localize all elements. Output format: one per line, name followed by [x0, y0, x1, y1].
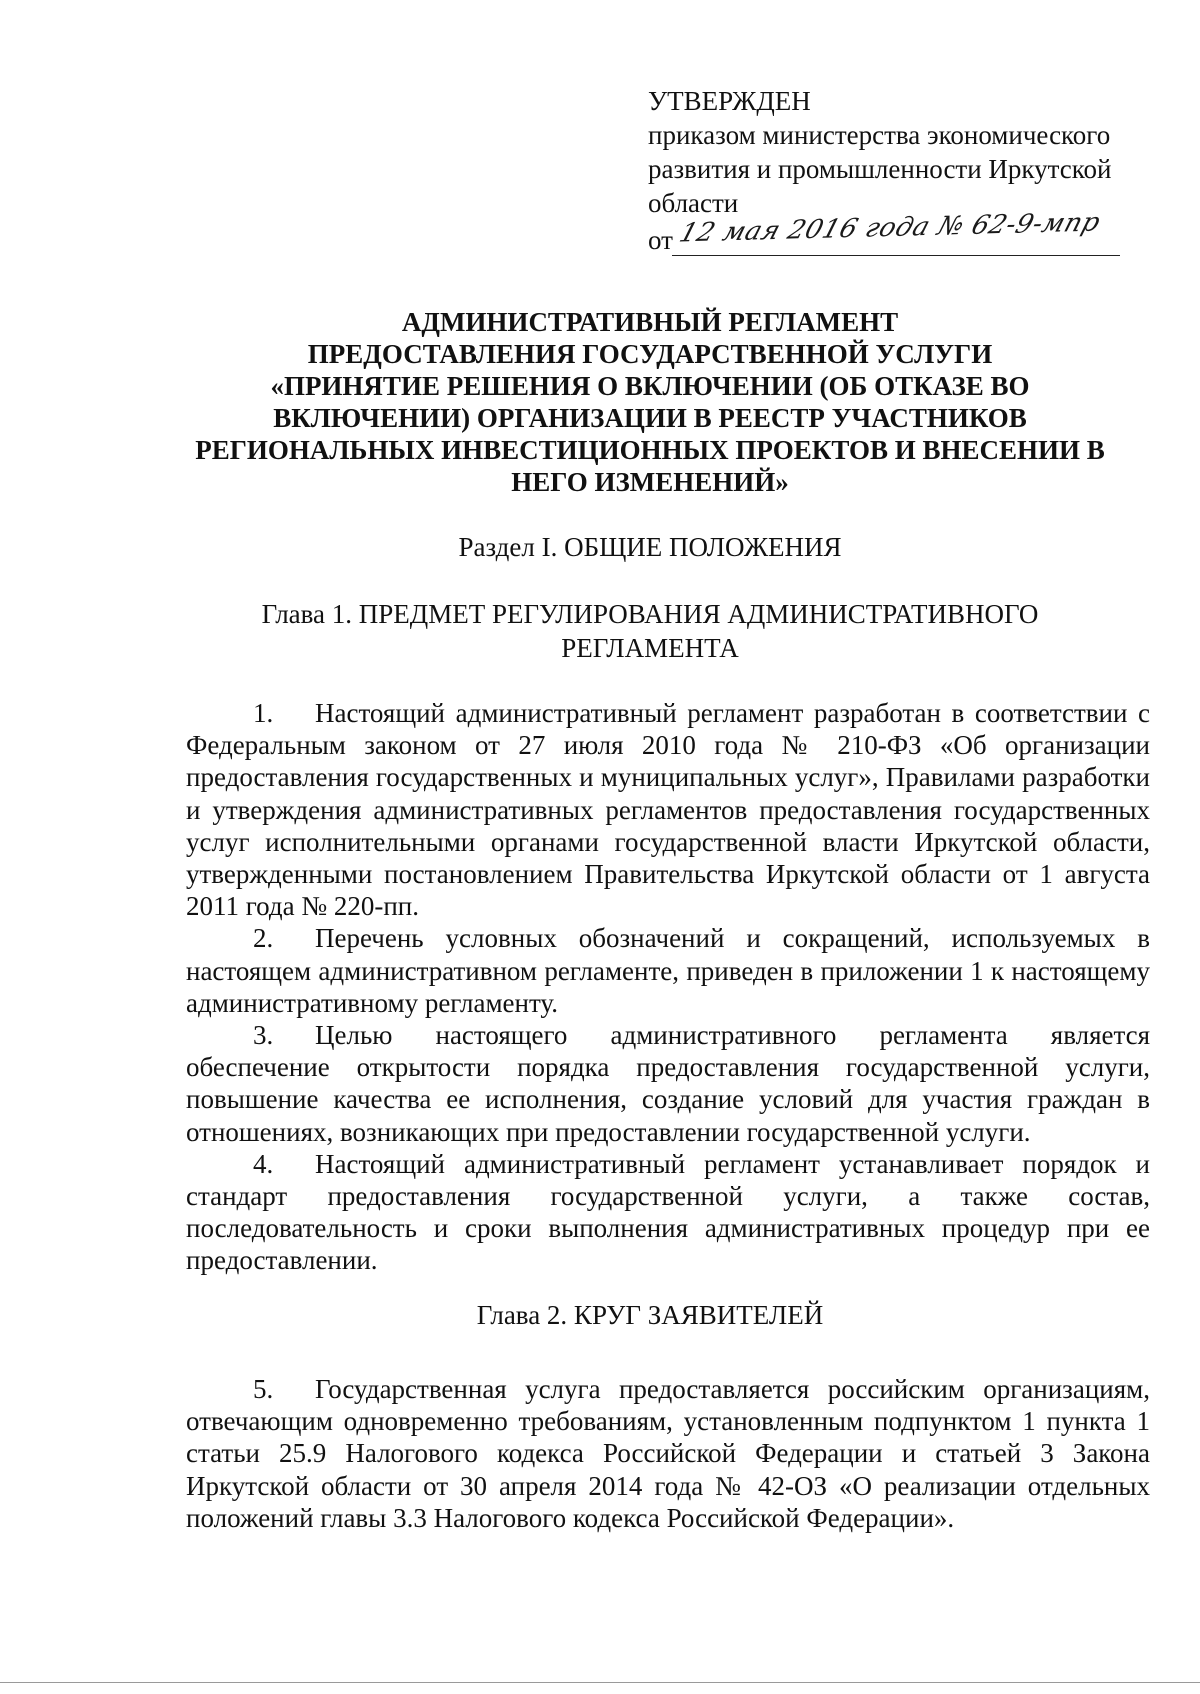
page-bottom-rule: [0, 1682, 1200, 1683]
chapter-1-line-2: РЕГЛАМЕНТА: [561, 633, 739, 663]
paragraph-number: 5.: [253, 1374, 274, 1404]
chapter-1-body: [186, 697, 1150, 1277]
approval-line-3: области: [648, 188, 739, 218]
paragraph-text: Настоящий административный регламент разработан в соответствии с Федеральным законом от 27 июля 2010 года № 210-ФЗ «Об организации предоставления государственных и муниципальных услуг», Правилами разработки и утверждения административных регламентов предоставления государственных услуг исполнительными органами государственной власти Иркутской области, утвержденными постановлением Правительства Иркутской области от 1 августа 2011 года № 220-пп.: [186, 698, 1150, 922]
paragraph: [186, 922, 1150, 1019]
paragraph: [186, 1148, 1150, 1277]
paragraph-number: 3.: [253, 1020, 274, 1051]
title-line-5: РЕГИОНАЛЬНЫХ ИНВЕСТИЦИОННЫХ ПРОЕКТОВ И ВНЕСЕНИИ В: [195, 435, 1105, 465]
paragraph-number: 1.: [253, 698, 274, 728]
paragraph-text: Перечень условных обозначений и сокращений, используемых в настоящем административном регламенте, приведен в приложении 1 к настоящему административному регламенту.: [186, 923, 1150, 1018]
chapter-2-body: [186, 1373, 1150, 1534]
paragraph: [186, 1019, 1150, 1148]
title-line-2: ПРЕДОСТАВЛЕНИЯ ГОСУДАРСТВЕННОЙ УСЛУГИ: [307, 339, 993, 369]
paragraph-number: 2.: [253, 923, 274, 954]
title-line-1: АДМИНИСТРАТИВНЫЙ РЕГЛАМЕНТ: [401, 307, 899, 337]
title-line-4: ВКЛЮЧЕНИИ) ОРГАНИЗАЦИИ В РЕЕСТР УЧАСТНИКОВ: [273, 403, 1027, 433]
approval-block: [648, 84, 1148, 263]
paragraph-text: Целью настоящего административного регламента является обеспечение открытости порядка предоставления государственной услуги, повышение качества ее исполнения, создание условий для участия граждан в отношениях, возникающих при предоставлении государственной услуги.: [186, 1020, 1150, 1147]
approval-line-2: развития и промышленности Иркутской: [648, 154, 1112, 184]
paragraph-number: 4.: [253, 1148, 274, 1179]
paragraph-text: Настоящий административный регламент устанавливает порядок и стандарт предоставления государственной услуги, а также состав, последовательность и сроки выполнения административных процедур при ее предоставлении.: [186, 1148, 1150, 1276]
approval-line-1: приказом министерства экономического: [648, 120, 1111, 150]
section-heading: Раздел I. ОБЩИЕ ПОЛОЖЕНИЯ: [458, 532, 842, 562]
signature-underline: [672, 255, 1120, 256]
paragraph-text: Государственная услуга предоставляется российским организациям, отвечающим одновременно требованиям, установленным подпунктом 1 пункта 1 статьи 25.9 Налогового кодекса Российской Федерации и статьей 3 Закона Иркутской области от 30 апреля 2014 года № 42-ОЗ «О реализации отдельных положений главы 3.3 Налогового кодекса Российской Федерации».: [186, 1374, 1150, 1533]
chapter-1-line-1: Глава 1. ПРЕДМЕТ РЕГУЛИРОВАНИЯ АДМИНИСТРАТИВНОГО: [261, 599, 1039, 629]
paragraph: [186, 1373, 1150, 1534]
chapter-2-heading: Глава 2. КРУГ ЗАЯВИТЕЛЕЙ: [476, 1300, 824, 1330]
chapter-1-heading: [150, 597, 1150, 665]
paragraph: [186, 697, 1150, 922]
handwritten-date-number: 12 мая 2016 года № 62-9-мпр: [675, 207, 1105, 249]
approval-date-line: [648, 207, 1148, 263]
approval-heading: УТВЕРЖДЕН: [648, 86, 811, 116]
document-title: [150, 306, 1150, 498]
title-line-6: НЕГО ИЗМЕНЕНИЙ»: [511, 467, 789, 497]
title-line-3: «ПРИНЯТИЕ РЕШЕНИЯ О ВКЛЮЧЕНИИ (ОБ ОТКАЗЕ ВО: [270, 371, 1030, 401]
approval-from-prefix: от: [648, 225, 673, 255]
